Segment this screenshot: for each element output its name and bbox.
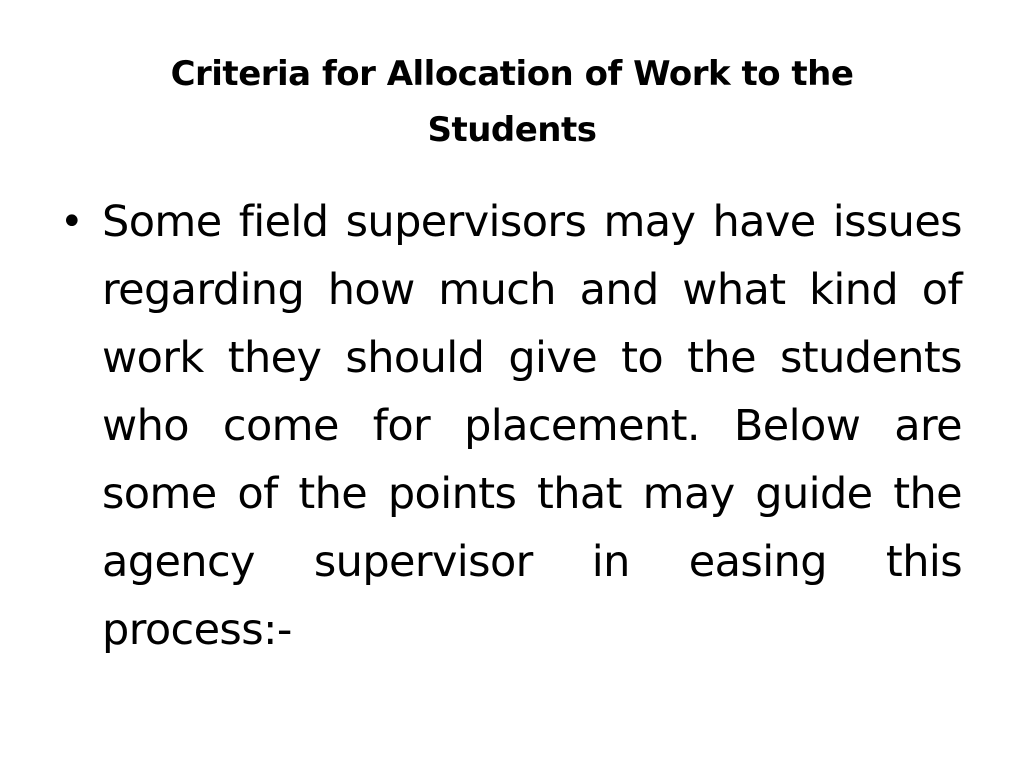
slide-title: Criteria for Allocation of Work to the Students: [170, 54, 854, 150]
bullet-list: [60, 188, 962, 664]
bullet-icon: •: [60, 199, 83, 245]
bullet-item: [60, 188, 962, 664]
bullet-text: Some field supervisors may have issues regarding how much and what kind of work they should give to the students who come for placement. Below are some of the points that may guide the agency supervisor in easing this process:-: [102, 197, 962, 655]
